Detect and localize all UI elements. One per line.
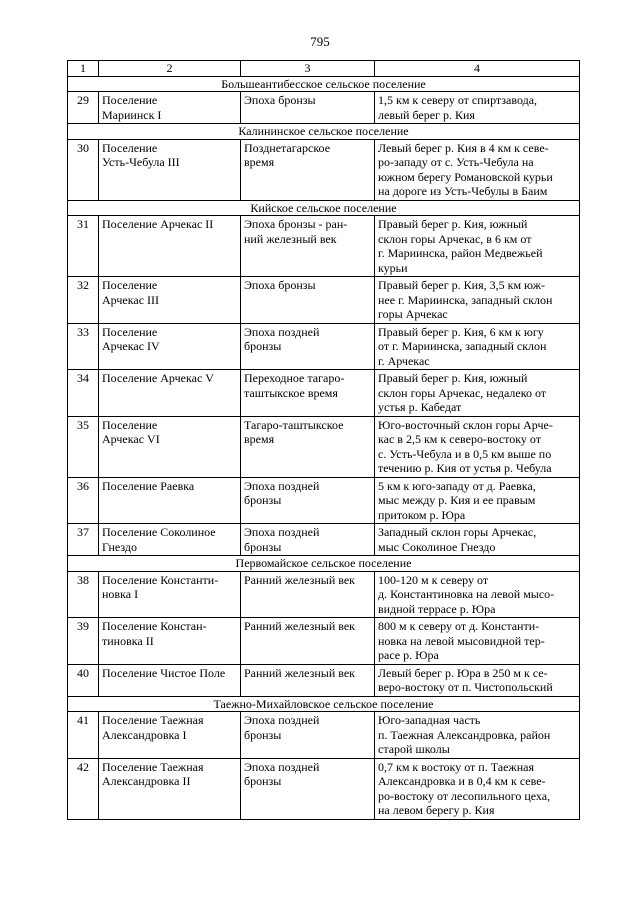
site-name: Поселение Арчекас III (99, 277, 241, 324)
column-header: 4 (375, 61, 580, 77)
section-title: Кийское сельское поселение (68, 200, 580, 216)
row-number: 35 (68, 416, 99, 477)
row-number: 41 (68, 712, 99, 759)
site-location: 5 км к юго-западу от д. Раевка, мыс между р. Кия и ее правым притоком р. Юра (375, 477, 580, 524)
table-row (68, 618, 580, 665)
section-header-row (68, 200, 580, 216)
site-period: Переходное тагаро- таштыкское время (241, 370, 375, 417)
site-name: Поселение Чистое Поле (99, 664, 241, 696)
site-name: Поселение Мариинск I (99, 92, 241, 124)
table-row (68, 758, 580, 819)
heritage-sites-table (67, 60, 580, 820)
site-period: Эпоха поздней бронзы (241, 524, 375, 556)
site-name: Поселение Таежная Александровка I (99, 712, 241, 759)
section-title: Калининское сельское поселение (68, 124, 580, 140)
column-header: 3 (241, 61, 375, 77)
site-period: Позднетагарское время (241, 139, 375, 200)
site-location: Правый берег р. Кия, 3,5 км юж- нее г. Мариинска, западный склон горы Арчекас (375, 277, 580, 324)
table-row (68, 416, 580, 477)
section-header-row (68, 76, 580, 92)
site-period: Ранний железный век (241, 571, 375, 618)
row-number: 37 (68, 524, 99, 556)
site-location: 0,7 км к востоку от п. Таежная Александровка и в 0,4 км к севе- ро-востоку от лесопильного цеха, на левом берегу р. Кия (375, 758, 580, 819)
row-number: 38 (68, 571, 99, 618)
site-period: Ранний железный век (241, 664, 375, 696)
section-title: Первомайское сельское поселение (68, 556, 580, 572)
row-number: 29 (68, 92, 99, 124)
site-location: Правый берег р. Кия, 6 км к югу от г. Мариинска, западный склон г. Арчекас (375, 323, 580, 370)
row-number: 32 (68, 277, 99, 324)
page-number: 795 (310, 34, 330, 49)
site-period: Тагаро-таштыкское время (241, 416, 375, 477)
table-row (68, 216, 580, 277)
site-location: Левый берег р. Юра в 250 м к се- веро-востоку от п. Чистопольский (375, 664, 580, 696)
row-number: 36 (68, 477, 99, 524)
row-number: 40 (68, 664, 99, 696)
row-number: 42 (68, 758, 99, 819)
table-row (68, 571, 580, 618)
site-name: Поселение Раевка (99, 477, 241, 524)
site-period: Ранний железный век (241, 618, 375, 665)
site-period: Эпоха поздней бронзы (241, 323, 375, 370)
site-period: Эпоха поздней бронзы (241, 712, 375, 759)
table-row (68, 139, 580, 200)
row-number: 33 (68, 323, 99, 370)
section-header-row (68, 696, 580, 712)
table-row (68, 477, 580, 524)
site-location: Юго-восточный склон горы Арче- кас в 2,5 км к северо-востоку от с. Усть-Чебула и в 0,5 км выше по течению р. Кия от устья р. Чебула (375, 416, 580, 477)
table-row (68, 664, 580, 696)
site-name: Поселение Таежная Александровка II (99, 758, 241, 819)
site-name: Поселение Арчекас IV (99, 323, 241, 370)
site-name: Поселение Арчекас VI (99, 416, 241, 477)
site-name: Поселение Усть-Чебула III (99, 139, 241, 200)
site-name: Поселение Константи- новка I (99, 571, 241, 618)
site-name: Поселение Арчекас V (99, 370, 241, 417)
site-location: Юго-западная часть п. Таежная Александровка, район старой школы (375, 712, 580, 759)
site-period: Эпоха бронзы (241, 92, 375, 124)
site-period: Эпоха бронзы - ран- ний железный век (241, 216, 375, 277)
section-title: Таежно-Михайловское сельское поселение (68, 696, 580, 712)
table-row (68, 277, 580, 324)
section-header-row (68, 124, 580, 140)
site-location: 1,5 км к северу от спиртзавода, левый берег р. Кия (375, 92, 580, 124)
section-header-row (68, 556, 580, 572)
table-row (68, 712, 580, 759)
site-name: Поселение Соколиное Гнездо (99, 524, 241, 556)
row-number: 34 (68, 370, 99, 417)
table-row (68, 92, 580, 124)
site-name: Поселение Констан- тиновка II (99, 618, 241, 665)
row-number: 39 (68, 618, 99, 665)
site-location: 800 м к северу от д. Константи- новка на левой мысовидной тер- расе р. Юра (375, 618, 580, 665)
column-header: 2 (99, 61, 241, 77)
column-header: 1 (68, 61, 99, 77)
section-title: Большеантибесское сельское поселение (68, 76, 580, 92)
site-location: 100-120 м к северу от д. Константиновка на левой мысо- видной террасе р. Юра (375, 571, 580, 618)
site-location: Правый берег р. Кия, южный склон горы Арчекас, недалеко от устья р. Кабедат (375, 370, 580, 417)
row-number: 31 (68, 216, 99, 277)
column-header-row (68, 61, 580, 77)
table-body (68, 61, 580, 820)
site-period: Эпоха поздней бронзы (241, 758, 375, 819)
site-period: Эпоха бронзы (241, 277, 375, 324)
site-period: Эпоха поздней бронзы (241, 477, 375, 524)
site-location: Западный склон горы Арчекас, мыс Соколиное Гнездо (375, 524, 580, 556)
table-row (68, 323, 580, 370)
table-row (68, 370, 580, 417)
site-location: Левый берег р. Кия в 4 км к севе- ро-западу от с. Усть-Чебула на южном берегу Романовской курьи на дороге из Усть-Чебулы в Баим (375, 139, 580, 200)
site-location: Правый берег р. Кия, южный склон горы Арчекас, в 6 км от г. Мариинска, район Медвежьей курьи (375, 216, 580, 277)
site-name: Поселение Арчекас II (99, 216, 241, 277)
row-number: 30 (68, 139, 99, 200)
table-row (68, 524, 580, 556)
